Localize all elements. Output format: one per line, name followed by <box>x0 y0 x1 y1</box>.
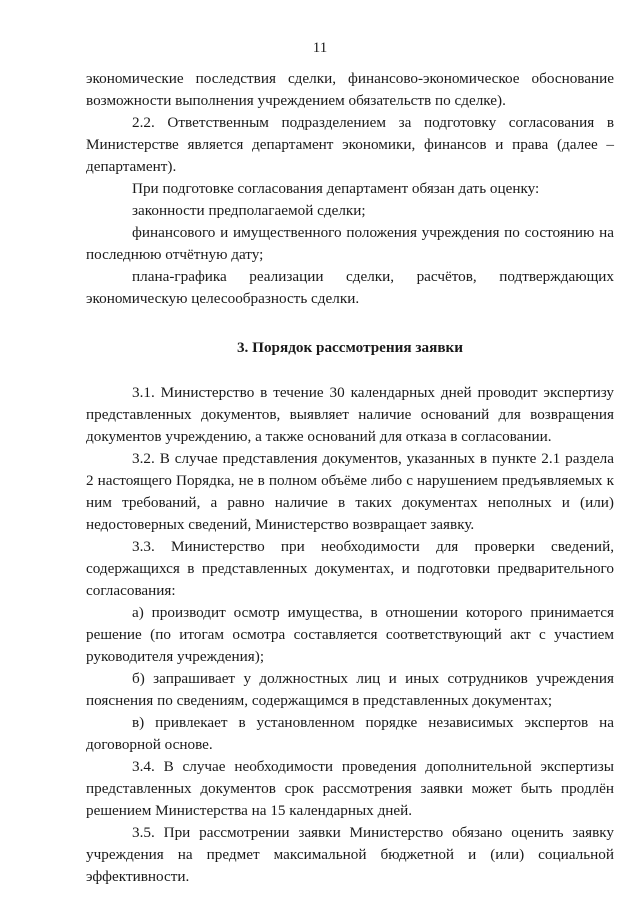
section-heading: 3. Порядок рассмотрения заявки <box>236 339 464 356</box>
paragraphs-before-heading <box>86 68 614 310</box>
paragraph: экономические последствия сделки, финансово-экономическое обоснование возможности выполнения учреждением обязательств по сделке). <box>86 70 614 109</box>
paragraph: 3.1. Министерство в течение 30 календарных дней проводит экспертизу представленных документов, выявляет наличие оснований для возвращения документов учреждению, а также оснований для отказа в согласовании. <box>86 384 614 445</box>
paragraph: плана-графика реализации сделки, расчётов, подтверждающих экономическую целесообразность сделки. <box>86 268 614 307</box>
paragraph: При подготовке согласования департамент обязан дать оценку: <box>132 180 540 197</box>
paragraph: 3.5. При рассмотрении заявки Министерство обязано оценить заявку учреждения на предмет максимальной бюджетной и (или) социальной эффективности. <box>86 824 614 885</box>
paragraph: 3.3. Министерство при необходимости для проверки сведений, содержащихся в представленных документах, и подготовки предварительного согласования: <box>86 538 614 599</box>
paragraph: законности предполагаемой сделки; <box>132 202 366 219</box>
document-body <box>86 68 614 888</box>
paragraph: финансового и имущественного положения учреждения по состоянию на последнюю отчётную дату; <box>86 224 614 263</box>
paragraph: а) производит осмотр имущества, в отношении которого принимается решение (по итогам осмотра составляется соответствующий акт с участием руководителя учреждения); <box>86 604 614 665</box>
paragraph: 3.2. В случае представления документов, указанных в пункте 2.1 раздела 2 настоящего Порядка, не в полном объёме либо с нарушением предъявляемых к ним требований, а равно наличие в таких документах неполных и (или) недостоверных сведений, Министерство возвращает заявку. <box>86 450 614 533</box>
paragraph: 2.2. Ответственным подразделением за подготовку согласования в Министерстве является департамент экономики, финансов и права (далее – департамент). <box>86 114 614 175</box>
paragraph: в) привлекает в установленном порядке независимых экспертов на договорной основе. <box>86 714 614 753</box>
page-number: 11 <box>312 40 328 56</box>
paragraphs-after-heading <box>86 382 614 888</box>
paragraph: б) запрашивает у должностных лиц и иных сотрудников учреждения пояснения по сведениям, содержащимся в представленных документах; <box>86 670 614 709</box>
paragraph: 3.4. В случае необходимости проведения дополнительной экспертизы представленных документов срок рассмотрения заявки может быть продлён решением Министерства на 15 календарных дней. <box>86 758 614 819</box>
